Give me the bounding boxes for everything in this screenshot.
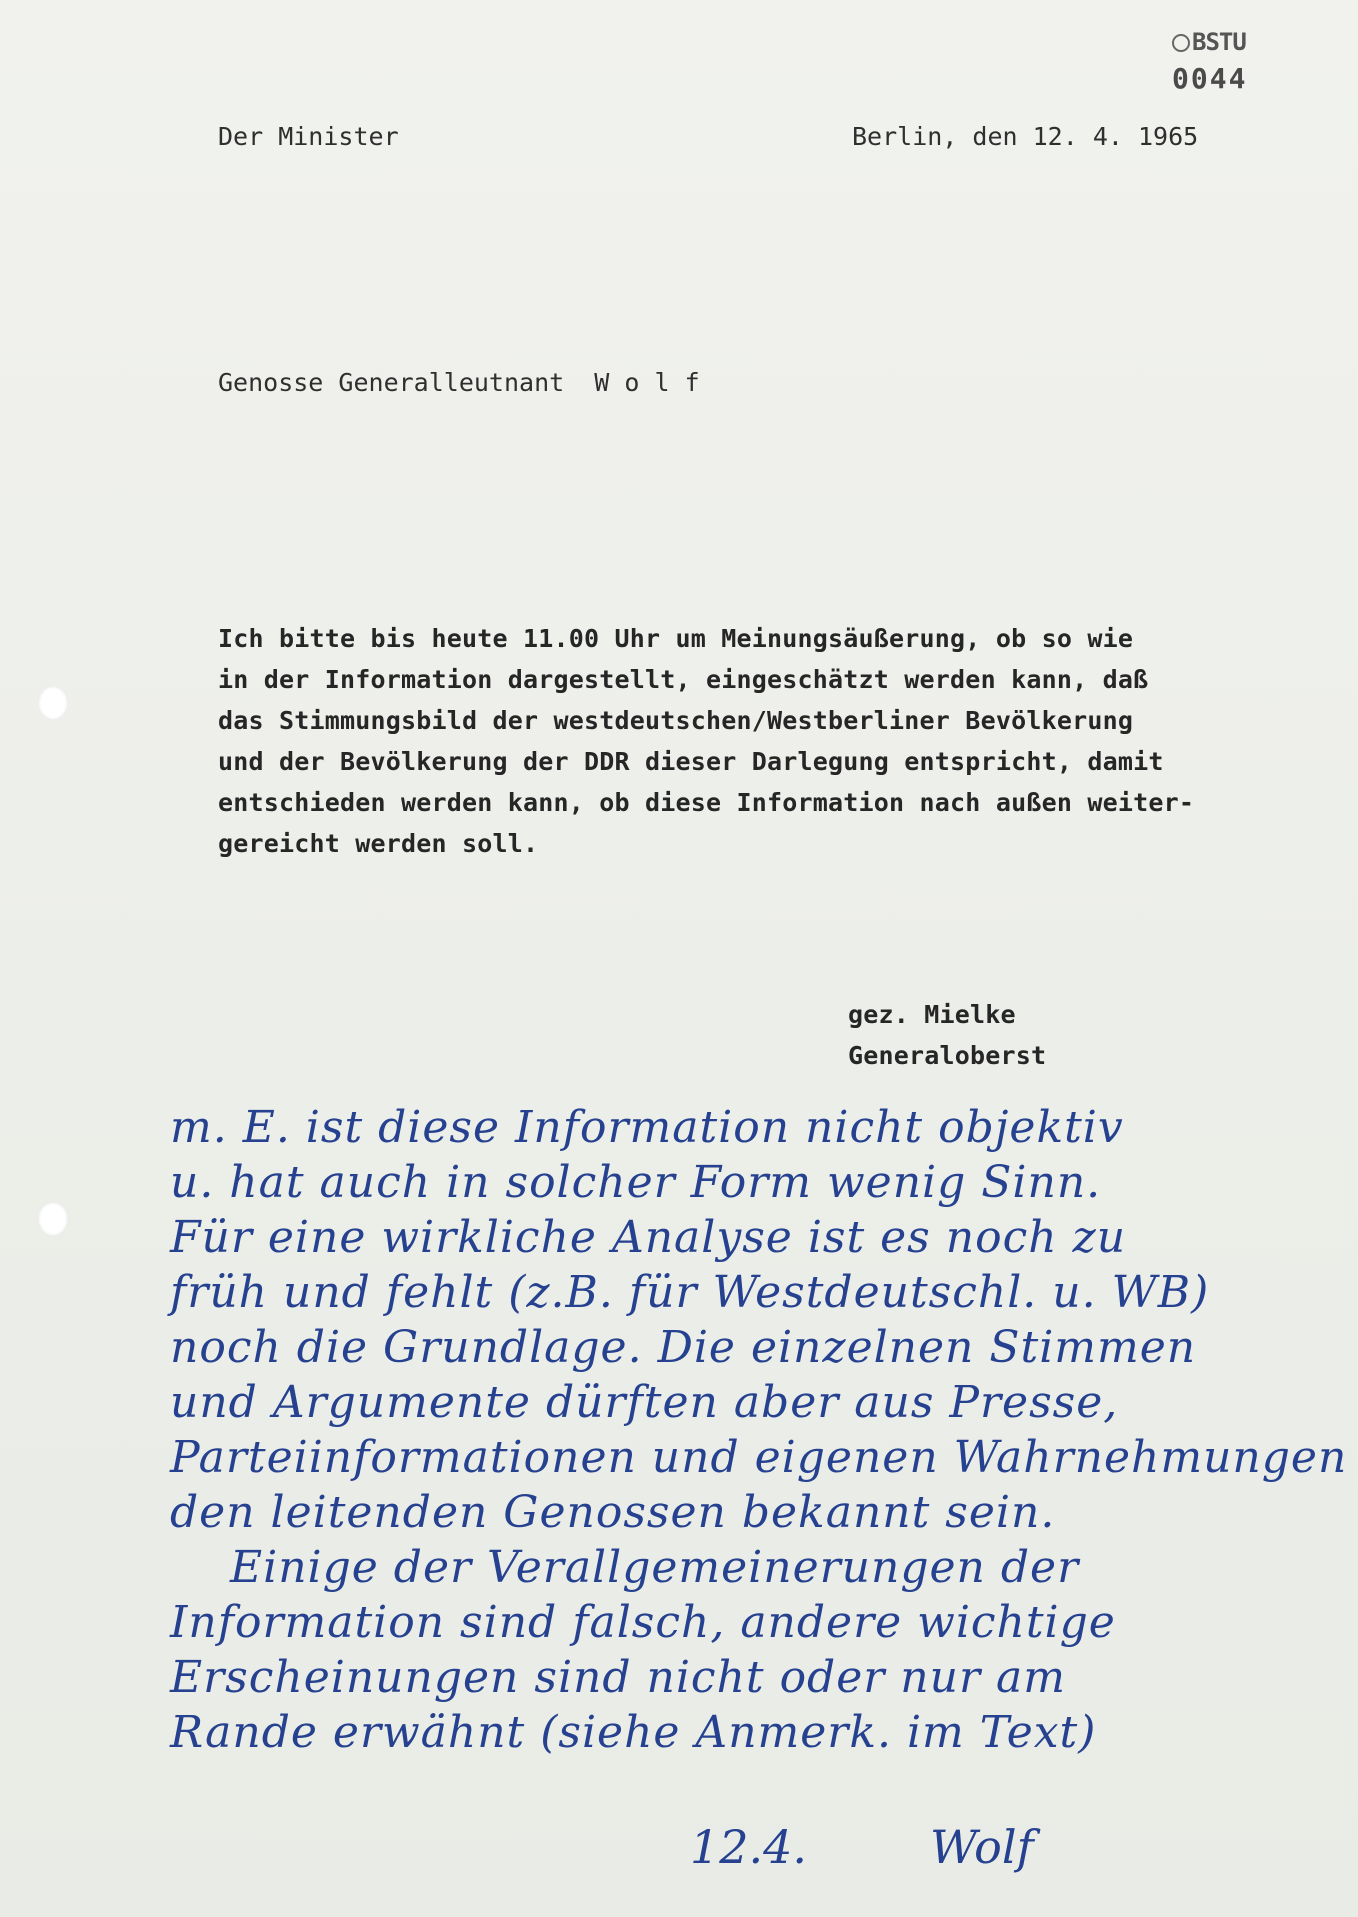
signature-name: gez. Mielke [848,1000,1016,1029]
archive-stamp [1170,18,1278,95]
handwritten-line: den leitenden Genossen bekannt sein. [170,1487,1056,1538]
handwritten-line: noch die Grundlage. Die einzelnen Stimmen [170,1322,1197,1373]
handwritten-signature: Wolf [930,1820,1034,1874]
body-line: und der Bevölkerung der DDR dieser Darlegung entspricht, damit [218,747,1164,776]
punch-hole-top [38,686,68,720]
handwritten-line: Rande erwähnt (siehe Anmerk. im Text) [170,1707,1097,1758]
handwritten-line: u. hat auch in solcher Form wenig Sinn. [170,1157,1102,1208]
recipient-line: Genosse Generalleutnant W o l f [218,368,700,397]
stamp-circle-icon [1172,34,1190,52]
handwritten-line: m. E. ist diese Information nicht objektiv [170,1102,1124,1153]
place-date-line: Berlin, den 12. 4. 1965 [852,122,1199,151]
handwritten-line: und Argumente dürften aber aus Presse, [170,1377,1119,1428]
punch-hole-bottom [38,1202,68,1236]
stamp-number: 0044 [1172,62,1248,95]
body-line: gereicht werden soll. [218,829,539,858]
sender-line: Der Minister [218,122,399,151]
body-line: das Stimmungsbild der westdeutschen/Westberliner Bevölkerung [218,706,1134,735]
signature-rank: Generaloberst [848,1041,1047,1070]
handwritten-line: Für eine wirkliche Analyse ist es noch zu [170,1212,1127,1263]
handwritten-line: Einige der Verallgemeinerungen der [230,1542,1080,1593]
body-line: entschieden werden kann, ob diese Information nach außen weiter- [218,788,1195,817]
handwritten-note [170,1100,1348,1760]
handwritten-line: Erscheinungen sind nicht oder nur am [170,1652,1066,1703]
body-line: in der Information dargestellt, eingeschätzt werden kann, daß [218,665,1149,694]
body-line: Ich bitte bis heute 11.00 Uhr um Meinungsäußerung, ob so wie [218,624,1134,653]
handwritten-date: 12.4. [690,1820,808,1874]
stamp-label: BSTU [1192,28,1246,56]
handwritten-line: Information sind falsch, andere wichtige [170,1597,1116,1648]
handwritten-line: Parteiinformationen und eigenen Wahrnehmungen [170,1432,1348,1483]
handwritten-line: früh und fehlt (z.B. für Westdeutschl. u. WB) [170,1267,1210,1318]
